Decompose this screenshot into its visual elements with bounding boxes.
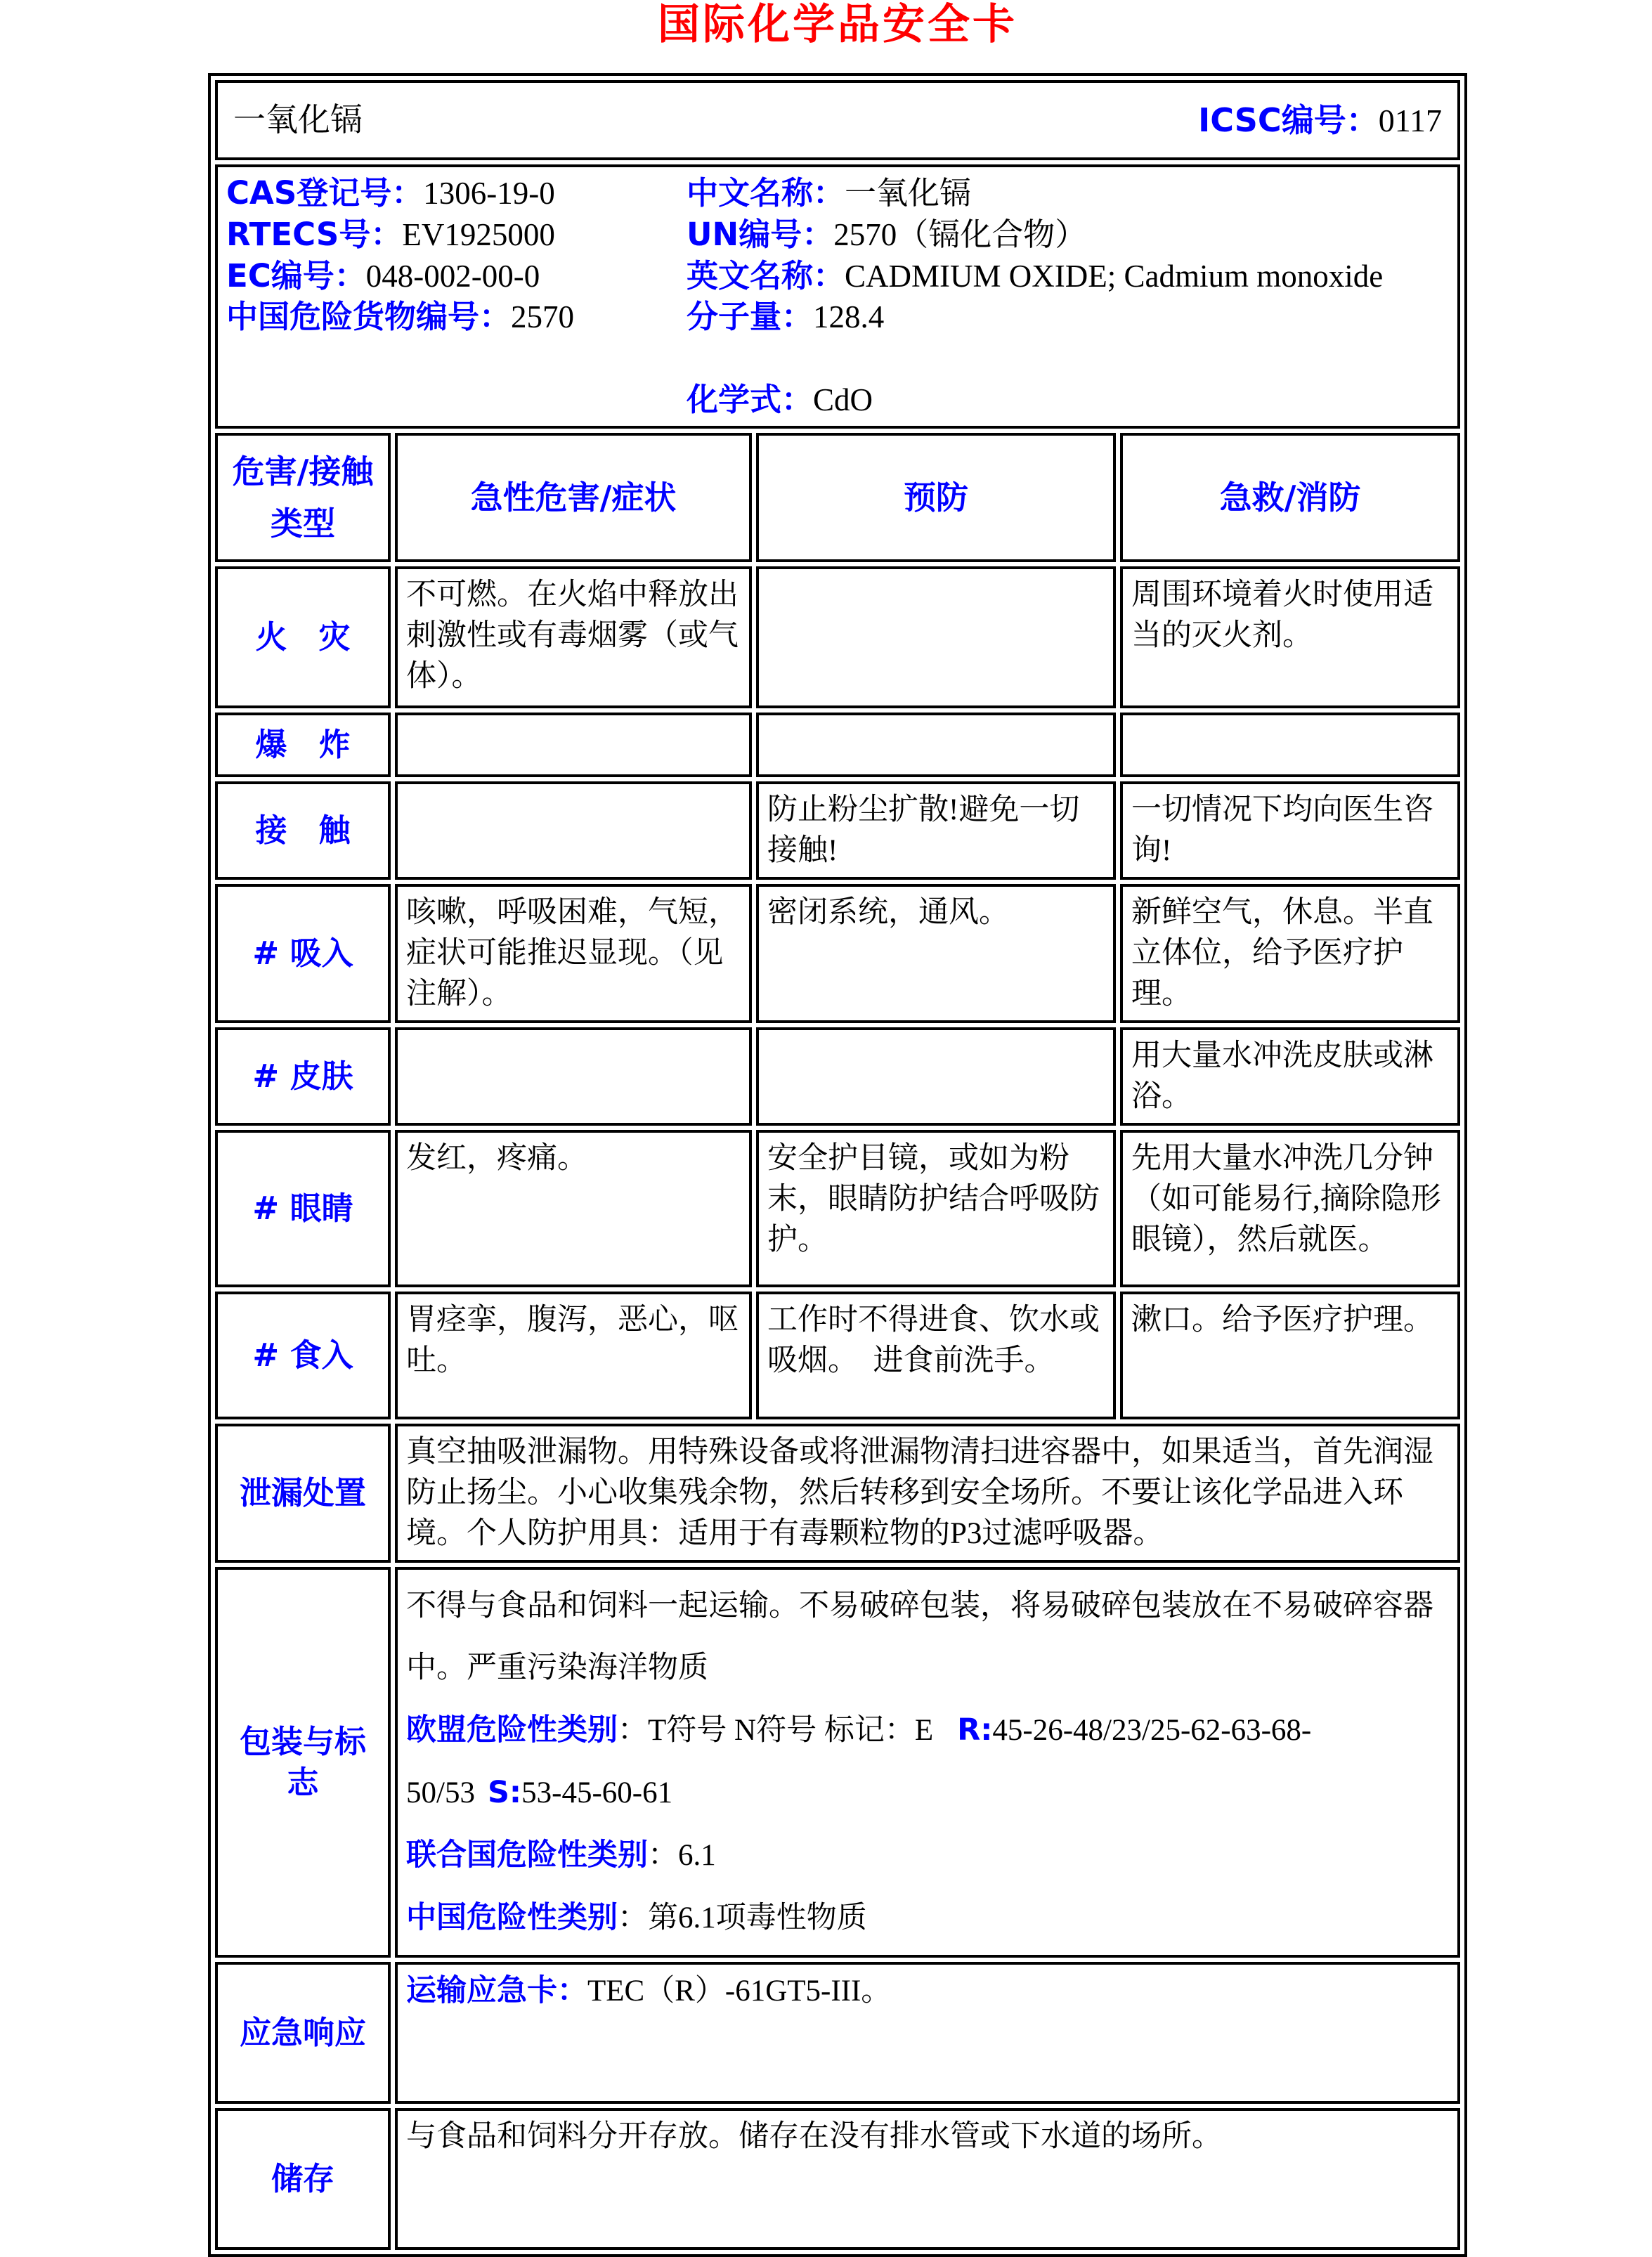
header-prevention: 预防: [756, 433, 1116, 562]
chinese-name-label: 中文名称：: [687, 174, 845, 212]
chinese-name-value: 一氧化镉: [845, 176, 972, 212]
mw-label: 分子量：: [687, 298, 814, 336]
table-row-emergency: [215, 1962, 1460, 2104]
cn-dg-label: 中国危险货物编号：: [226, 298, 512, 336]
formula-value: CdO: [813, 382, 873, 417]
formula-label: 化学式：: [687, 380, 814, 418]
packaging-cn-class-line: [406, 1887, 1449, 1949]
s-phrases-value: 53-45-60-61: [521, 1776, 673, 1809]
skin-prevention-cell: [756, 1027, 1116, 1126]
row-label-explosion: 爆 炸: [215, 713, 391, 777]
table-row-inhalation: [215, 884, 1460, 1023]
storage-text-cell: 与食品和饲料分开存放。储存在没有排水管或下水道的场所。: [395, 2108, 1460, 2250]
header-first-aid: 急救/消防: [1120, 433, 1460, 562]
row-label-storage: 储存: [215, 2108, 391, 2250]
inhalation-prevention-cell: 密闭系统，通风。: [756, 884, 1116, 1023]
table-row-skin: [215, 1027, 1460, 1126]
row-label-ingestion: # 食入: [215, 1292, 391, 1419]
english-name-value: CADMIUM OXIDE; Cadmium monoxide: [845, 258, 1384, 294]
packaging-eu-line: [406, 1699, 1449, 1824]
name-row-cell: [215, 80, 1460, 160]
table-row-storage: [215, 2108, 1460, 2250]
r-phrases-label: R:: [957, 1712, 993, 1748]
fire-prevention-cell: [756, 566, 1116, 708]
substance-name: 一氧化镉: [233, 102, 363, 138]
header-symptoms: 急性危害/症状: [395, 433, 752, 562]
mw-value: 128.4: [813, 299, 885, 335]
english-name-label: 英文名称：: [687, 256, 845, 294]
transport-card-label: 运输应急卡：: [406, 1973, 587, 2008]
row-label-fire: 火 灾: [215, 566, 391, 708]
skin-first-aid-cell: 用大量水冲洗皮肤或淋浴。: [1120, 1027, 1460, 1126]
un-value: 2570（镉化合物）: [833, 216, 1087, 252]
chinese-name-line: [687, 173, 1449, 214]
ec-value: 048-002-00-0: [365, 258, 540, 294]
transport-card-value: TEC（R）-61GT5-III。: [587, 1975, 892, 2008]
row-label-eyes: # 眼睛: [215, 1130, 391, 1287]
cn-class-label: 中国危险性类别: [406, 1900, 618, 1935]
packaging-un-class-line: [406, 1824, 1449, 1887]
contact-prevention-cell: 防止粉尘扩散!避免一切接触!: [756, 781, 1116, 880]
page-title: 国际化学品安全卡: [658, 0, 1017, 49]
un-number-line: [687, 214, 1449, 256]
skin-symptoms-cell: [395, 1027, 752, 1126]
row-label-inhalation: # 吸入: [215, 884, 391, 1023]
table-row-spillage: [215, 1424, 1460, 1563]
packaging-text-cell: [395, 1567, 1460, 1958]
inhalation-symptoms-cell: 咳嗽，呼吸困难，气短，症状可能推迟显现。（见注解）。: [395, 884, 752, 1023]
un-label: UN编号：: [687, 215, 834, 253]
table-row-identifiers: [215, 164, 1460, 429]
un-class-label: 联合国危险性类别: [406, 1838, 648, 1873]
s-phrases-label: S:: [487, 1775, 522, 1810]
ingestion-first-aid-cell: 漱口。给予医疗护理。: [1120, 1292, 1460, 1419]
rtecs-number-line: [226, 214, 687, 256]
ingestion-prevention-cell: 工作时不得进食、饮水或吸烟。 进食前洗手。: [756, 1292, 1116, 1419]
formula-line: [687, 379, 1449, 420]
row-label-packaging: 包装与标志: [215, 1567, 391, 1958]
cn-class-value: ：第6.1项毒性物质: [618, 1901, 867, 1934]
inhalation-first-aid-cell: 新鲜空气，休息。半直立体位，给予医疗护理。: [1120, 884, 1460, 1023]
table-row-ingestion: [215, 1292, 1460, 1419]
row-label-spillage: 泄漏处置: [215, 1424, 391, 1563]
cas-label: CAS登记号：: [226, 174, 424, 212]
table-row-eyes: [215, 1130, 1460, 1287]
ec-label: EC编号：: [226, 256, 366, 294]
cn-dangerous-goods-line: [226, 297, 687, 338]
identifiers-cell: [215, 164, 1460, 429]
table-row-name: [215, 80, 1460, 160]
packaging-intro: 不得与食品和饲料一起运输。不易破碎包装，将易破碎包装放在不易破碎容器中。严重污染海洋物质: [406, 1589, 1433, 1684]
contact-symptoms-cell: [395, 781, 752, 880]
cas-value: 1306-19-0: [423, 176, 555, 212]
contact-first-aid-cell: 一切情况下均向医生咨询!: [1120, 781, 1460, 880]
eu-class-label: 欧盟危险性类别: [406, 1712, 618, 1748]
explosion-symptoms-cell: [395, 713, 752, 777]
table-row-packaging: [215, 1567, 1460, 1958]
ingestion-symptoms-cell: 胃痉挛，腹泻，恶心，呕吐。: [395, 1292, 752, 1419]
table-row-contact: [215, 781, 1460, 880]
explosion-prevention-cell: [756, 713, 1116, 777]
table-header-row: [215, 433, 1460, 562]
icsc-value: 0117: [1378, 102, 1442, 138]
eu-class-text: ：T符号 N符号 标记：E: [618, 1714, 934, 1747]
fire-first-aid-cell: 周围环境着火时使用适当的灭火剂。: [1120, 566, 1460, 708]
row-label-contact: 接 触: [215, 781, 391, 880]
molecular-weight-line: [687, 297, 1449, 338]
header-hazard-type-line1: 危害/接触: [232, 453, 374, 490]
row-label-skin: # 皮肤: [215, 1027, 391, 1126]
un-class-value: ：6.1: [648, 1839, 716, 1872]
cn-dg-value: 2570: [511, 299, 575, 335]
cas-number-line: [226, 173, 687, 214]
header-hazard-type-line2: 类型: [271, 505, 335, 542]
english-name-line: [687, 255, 1449, 297]
icsc-card-page: [208, 0, 1467, 2257]
emergency-text-cell: [395, 1962, 1460, 2104]
rtecs-label: RTECS号：: [226, 215, 403, 253]
explosion-first-aid-cell: [1120, 713, 1460, 777]
icsc-label: ICSC编号：: [1198, 100, 1379, 139]
table-row-fire: [215, 566, 1460, 708]
eyes-prevention-cell: 安全护目镜，或如为粉末，眼睛防护结合呼吸防护。: [756, 1130, 1116, 1287]
rtecs-value: EV1925000: [402, 216, 555, 252]
spillage-text-cell: 真空抽吸泄漏物。用特殊设备或将泄漏物清扫进容器中，如果适当，首先润湿防止扬尘。小心收集残余物，然后转移到安全场所。不要让该化学品进入环境。个人防护用具：适用于有毒颗粒物的P3过滤呼吸器。: [395, 1424, 1460, 1563]
icsc-number: [1198, 100, 1442, 141]
table-row-explosion: [215, 713, 1460, 777]
row-label-emergency: 应急响应: [215, 1962, 391, 2104]
ec-number-line: [226, 255, 687, 297]
eyes-first-aid-cell: 先用大量水冲洗几分钟（如可能易行,摘除隐形眼镜），然后就医。: [1120, 1130, 1460, 1287]
header-hazard-type: [215, 433, 391, 562]
eyes-symptoms-cell: 发红，疼痛。: [395, 1130, 752, 1287]
r-phrases-value: 45-26-48/23/25-62-63-68-50/53: [406, 1714, 1312, 1809]
icsc-table: [208, 73, 1467, 2257]
fire-symptoms-cell: 不可燃。在火焰中释放出刺激性或有毒烟雾（或气体）。: [395, 566, 752, 708]
